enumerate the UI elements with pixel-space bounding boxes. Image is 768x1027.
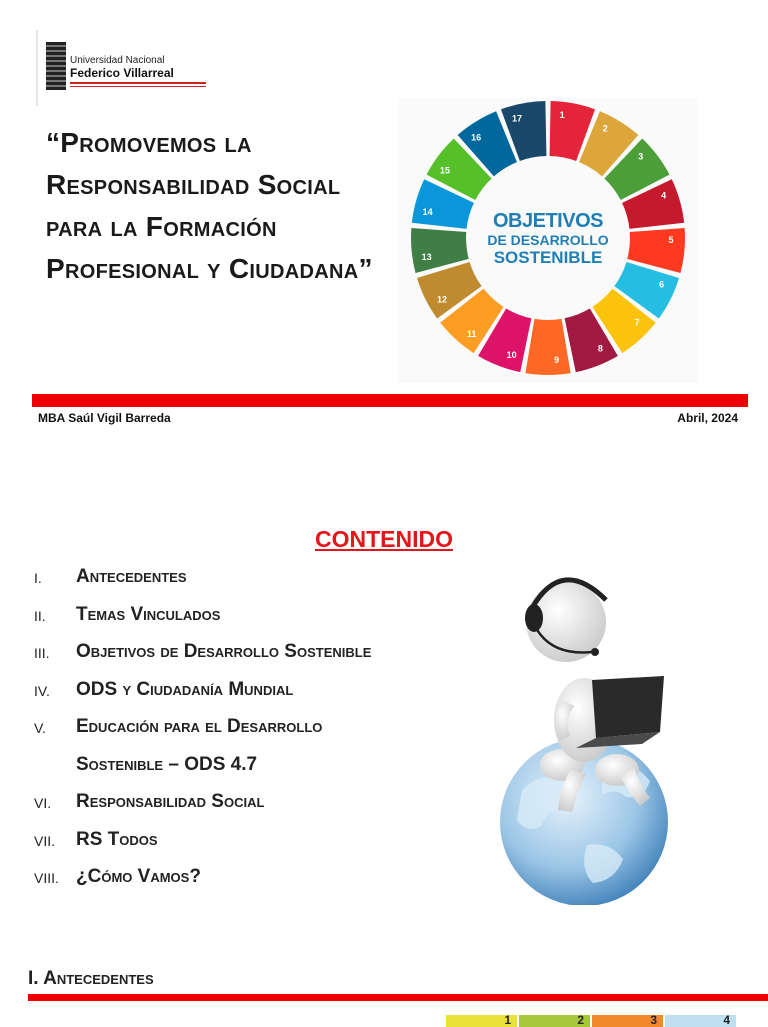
university-logo xyxy=(36,30,196,110)
toc-item-label: RS Todos xyxy=(76,828,158,850)
sdg-goal-number: 1 xyxy=(559,110,565,121)
header-divider-band xyxy=(32,394,748,407)
toc-item-number: III. xyxy=(34,645,50,661)
sdg-mini-tiles xyxy=(446,1015,736,1027)
toc-item xyxy=(34,712,474,750)
sdg-mini-tile-number: 1 xyxy=(504,1013,511,1027)
toc-item-label: ¿Cómo Vamos? xyxy=(76,866,201,887)
sdg-wheel xyxy=(398,98,698,383)
section-divider-band xyxy=(28,994,768,1001)
sdg-goal-number: 15 xyxy=(439,165,450,176)
toc-item-label: ODS y Ciudadanía Mundial xyxy=(76,678,294,700)
toc-item-label: Responsabilidad Social xyxy=(76,791,265,812)
sdg-wheel-subtitle-2: SOSTENIBLE xyxy=(493,248,603,267)
sdg-mini-tile-number: 3 xyxy=(650,1013,657,1027)
sdg-goal-number: 8 xyxy=(597,343,603,354)
table-of-contents xyxy=(34,562,474,900)
toc-item-label: Sostenible – ODS 4.7 xyxy=(76,753,258,775)
sdg-goal-number: 6 xyxy=(659,279,665,290)
sdg-mini-tile-number: 2 xyxy=(577,1013,584,1027)
sdg-goal-segment-9 xyxy=(525,319,570,375)
toc-item xyxy=(34,562,474,600)
sdg-mini-tile xyxy=(665,1015,736,1027)
toc-item xyxy=(34,825,474,863)
toc-item-continuation xyxy=(34,750,474,788)
toc-item xyxy=(34,675,474,713)
author-name: MBA Saúl Vigil Barreda xyxy=(38,411,171,425)
sdg-goal-number: 4 xyxy=(661,190,667,201)
logo-underline-thin xyxy=(70,86,206,87)
section-heading: I. Antecedentes xyxy=(28,968,154,989)
university-seal-icon xyxy=(46,42,66,90)
toc-item-number: VII. xyxy=(34,832,56,849)
figure-on-globe-illustration xyxy=(492,560,677,905)
sdg-goal-number: 7 xyxy=(634,317,640,328)
sdg-goal-number: 16 xyxy=(471,132,482,143)
toc-item-number: VIII. xyxy=(34,870,59,886)
sdg-mini-tile xyxy=(446,1015,517,1027)
sdg-mini-tile-number: 4 xyxy=(723,1013,730,1027)
toc-item-number: V. xyxy=(34,720,46,736)
toc-item-number: II. xyxy=(34,607,46,624)
toc-item xyxy=(34,862,474,900)
figure-on-globe-icon xyxy=(492,560,677,905)
toc-item xyxy=(34,600,474,638)
sdg-goal-number: 3 xyxy=(638,151,644,162)
logo-divider xyxy=(36,30,38,106)
sdg-goal-number: 2 xyxy=(602,123,608,134)
sdg-goal-number: 5 xyxy=(668,235,674,246)
toc-item xyxy=(34,637,474,675)
sdg-goal-number: 17 xyxy=(512,113,523,124)
page-title: “Promovemos la Responsabilidad Social para la Formación Profesional y Ciudadana” xyxy=(46,127,373,284)
presentation-date: Abril, 2024 xyxy=(677,411,738,425)
toc-item-number: I. xyxy=(34,570,42,586)
sdg-mini-tile xyxy=(592,1015,663,1027)
toc-item xyxy=(34,787,474,825)
toc-item-label: Educación para el Desarrollo xyxy=(76,716,323,737)
toc-item-number: IV. xyxy=(34,682,50,699)
logo-name-line: Federico Villarreal xyxy=(70,66,174,80)
logo-university-line: Universidad Nacional xyxy=(70,55,165,66)
sdg-goal-number: 13 xyxy=(421,252,432,263)
toc-item-number: VI. xyxy=(34,795,52,811)
sdg-mini-tile xyxy=(519,1015,590,1027)
sdg-goal-number: 12 xyxy=(436,294,447,305)
sdg-goal-number: 9 xyxy=(554,355,560,366)
logo-underline xyxy=(70,82,206,84)
toc-item-label: Objetivos de Desarrollo Sostenible xyxy=(76,641,372,662)
toc-item-label: Temas Vinculados xyxy=(76,603,221,625)
sdg-wheel-subtitle: DE DESARROLLO xyxy=(487,232,609,248)
sdg-goal-number: 14 xyxy=(422,207,433,218)
contents-heading: CONTENIDO xyxy=(315,526,453,552)
sdg-goal-number: 11 xyxy=(466,328,477,339)
sdg-goal-number: 10 xyxy=(506,349,517,360)
sdg-wheel-title: OBJETIVOS xyxy=(493,210,603,232)
toc-item-label: Antecedentes xyxy=(76,566,187,587)
